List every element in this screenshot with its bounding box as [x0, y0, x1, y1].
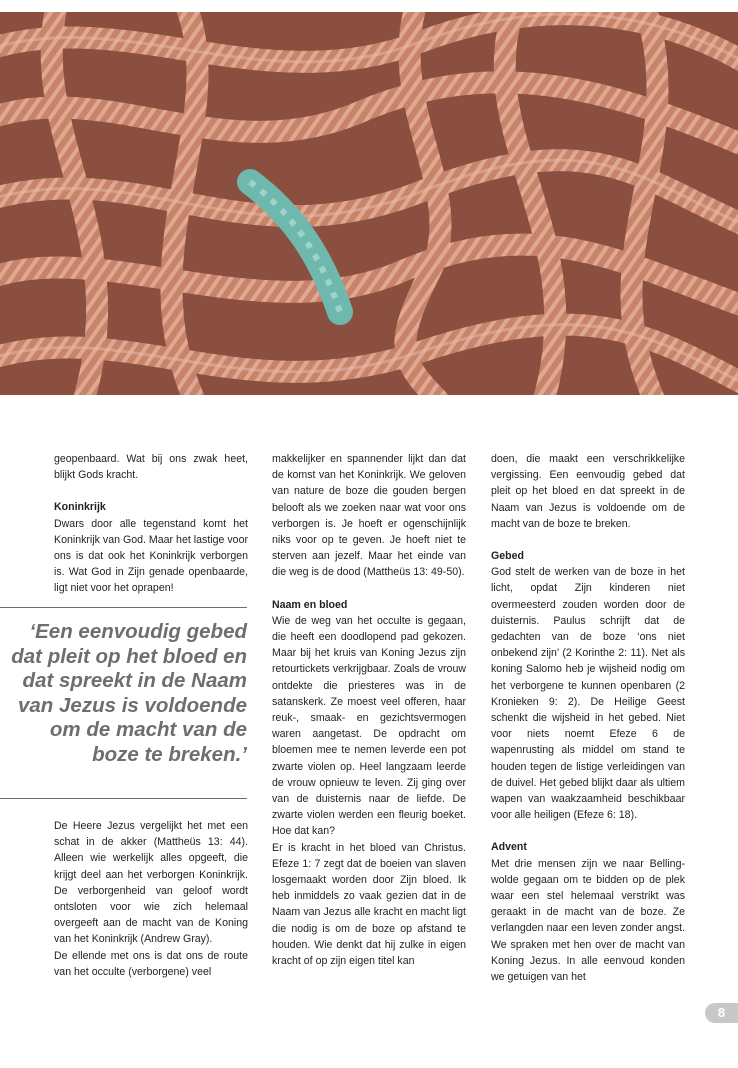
- column-2: [272, 451, 466, 969]
- column1-paragraph-3: De ellende met ons is dat ons de route van het occulte (verborgene) veel: [54, 949, 248, 978]
- column1-intro: geopenbaard. Wat bij ons zwak heet, blijkt Gods kracht.: [54, 453, 248, 482]
- heading-koninkrijk: Koninkrijk: [54, 501, 106, 514]
- column1-paragraph-2: De Heere Jezus vergelijkt het met een schat in de akker (Mattheüs 13: 44). Alleen wie werkelijk alles opgeeft, die krijgt deel aan het verborgen Koninkrijk. De verborgenheid van geloof wordt ontsloten voor wie zich helemaal overgeeft aan de macht van de Koning van het Koninkrijk (Andrew Gray).: [54, 820, 248, 946]
- rope-photo: [0, 12, 738, 395]
- rope-coils-icon: [0, 12, 738, 395]
- column2-paragraph-1: makkelijker en spannender lijkt dan dat de komst van het Koninkrijk. We geloven van nature de boze die gouden bergen belooft als we zoeken naar wat voor ons verborgen is. Je hoeft er ogenschijnlijk niks voor op te geven. Je hoeft niet te sterven aan jezelf. Maar het einde van die weg is de dood (Mattheüs 13: 49-50).: [272, 453, 466, 579]
- page-number: 8: [705, 1003, 738, 1023]
- heading-naam-en-bloed: Naam en bloed: [272, 598, 348, 611]
- column-1: [54, 451, 248, 597]
- heading-advent: Advent: [491, 841, 527, 854]
- pull-quote-box: [0, 607, 247, 799]
- column2-paragraph-2: Wie de weg van het occulte is gegaan, die heeft een doodlopend pad gekozen. Maar bij het kruis van Koning Jezus zijn retourtickets verkrijgbaar. Zoals de vrouw ontdekte die priesteres was in de satanskerk. Ze moest veel offeren, haar reuk-, smaak- en gezichtsvermogen waren aangetast. De opdracht om bloemen mee te nemen leverde een pot zwarte violen op. Heel langzaam leerde de vrouw opnieuw te leven. Zij ging over van de duisternis naar de liefde. De zwarte violen werden een fleurig boeket. Hoe dat kan?: [272, 614, 466, 838]
- pull-quote: ‘Een eenvoudig gebed dat pleit op het bloed en dat spreekt in de Naam van Jezus is voldoende om de macht van de boze te breken.’: [11, 620, 247, 766]
- column3-paragraph-1: doen, die maakt een verschrikkelijke vergissing. Een eenvoudig gebed dat pleit op het bloed en dat spreekt in de Naam van Jezus is voldoende om de macht van de boze te breken.: [491, 453, 685, 530]
- column1-paragraph: Dwars door alle tegenstand komt het Koninkrijk van God. Maar het lastige voor ons is dat ook het Koninkrijk verborgen is. Wat God in Zijn genade openbaarde, ligt niet voor het oprapen!: [54, 517, 248, 595]
- column-1-continued: [54, 818, 248, 980]
- column2-paragraph-3: Er is kracht in het bloed van Christus. Efeze 1: 7 zegt dat de boeien van slaven losgemaakt worden door Zijn bloed. Ik heb inmiddels zo vaak gezien dat in de Naam van Jezus alle kracht en macht ligt die nodig is om de boze op afstand te houden. Wie denkt dat hij zulke in eigen kracht of op zijn eigen titel kan: [272, 841, 466, 968]
- column3-paragraph-2: God stelt de werken van de boze in het licht, opdat Zijn kinderen niet overmeesterd zouden worden door de duisternis. Paulus schrijft dat de gedachten van de boze ‘ons niet onbekend zijn’ (2 Korinthe 2: 11). Net als koning Salomo heb je wijsheid nodig om het verborgene te kunnen openbaren (2 Kronieken 9: 2). De Heilige Geest schenkt die wijsheid in het gebed. Niet voor niets noemt Efeze 6 de wapenrusting als middel om stand te houden tegen de listige verleidingen van de duivel. Het gebed blijkt daar als ultiem wapen van waakzaamheid beschikbaar voor alle heiligen (Efeze 6: 18).: [491, 566, 685, 822]
- column-3: [491, 451, 685, 985]
- column3-paragraph-3: Met drie mensen zijn we naar Belling-wolde gegaan om te bidden op de plek waar een stel helemaal verstrikt was geraakt in de macht van de boze. Ze verlangden naar een leven zonder angst. We spraken met hen over de macht van Koning Jezus. In alle eenvoud konden we getuigen van het: [491, 857, 685, 984]
- heading-gebed: Gebed: [491, 550, 524, 563]
